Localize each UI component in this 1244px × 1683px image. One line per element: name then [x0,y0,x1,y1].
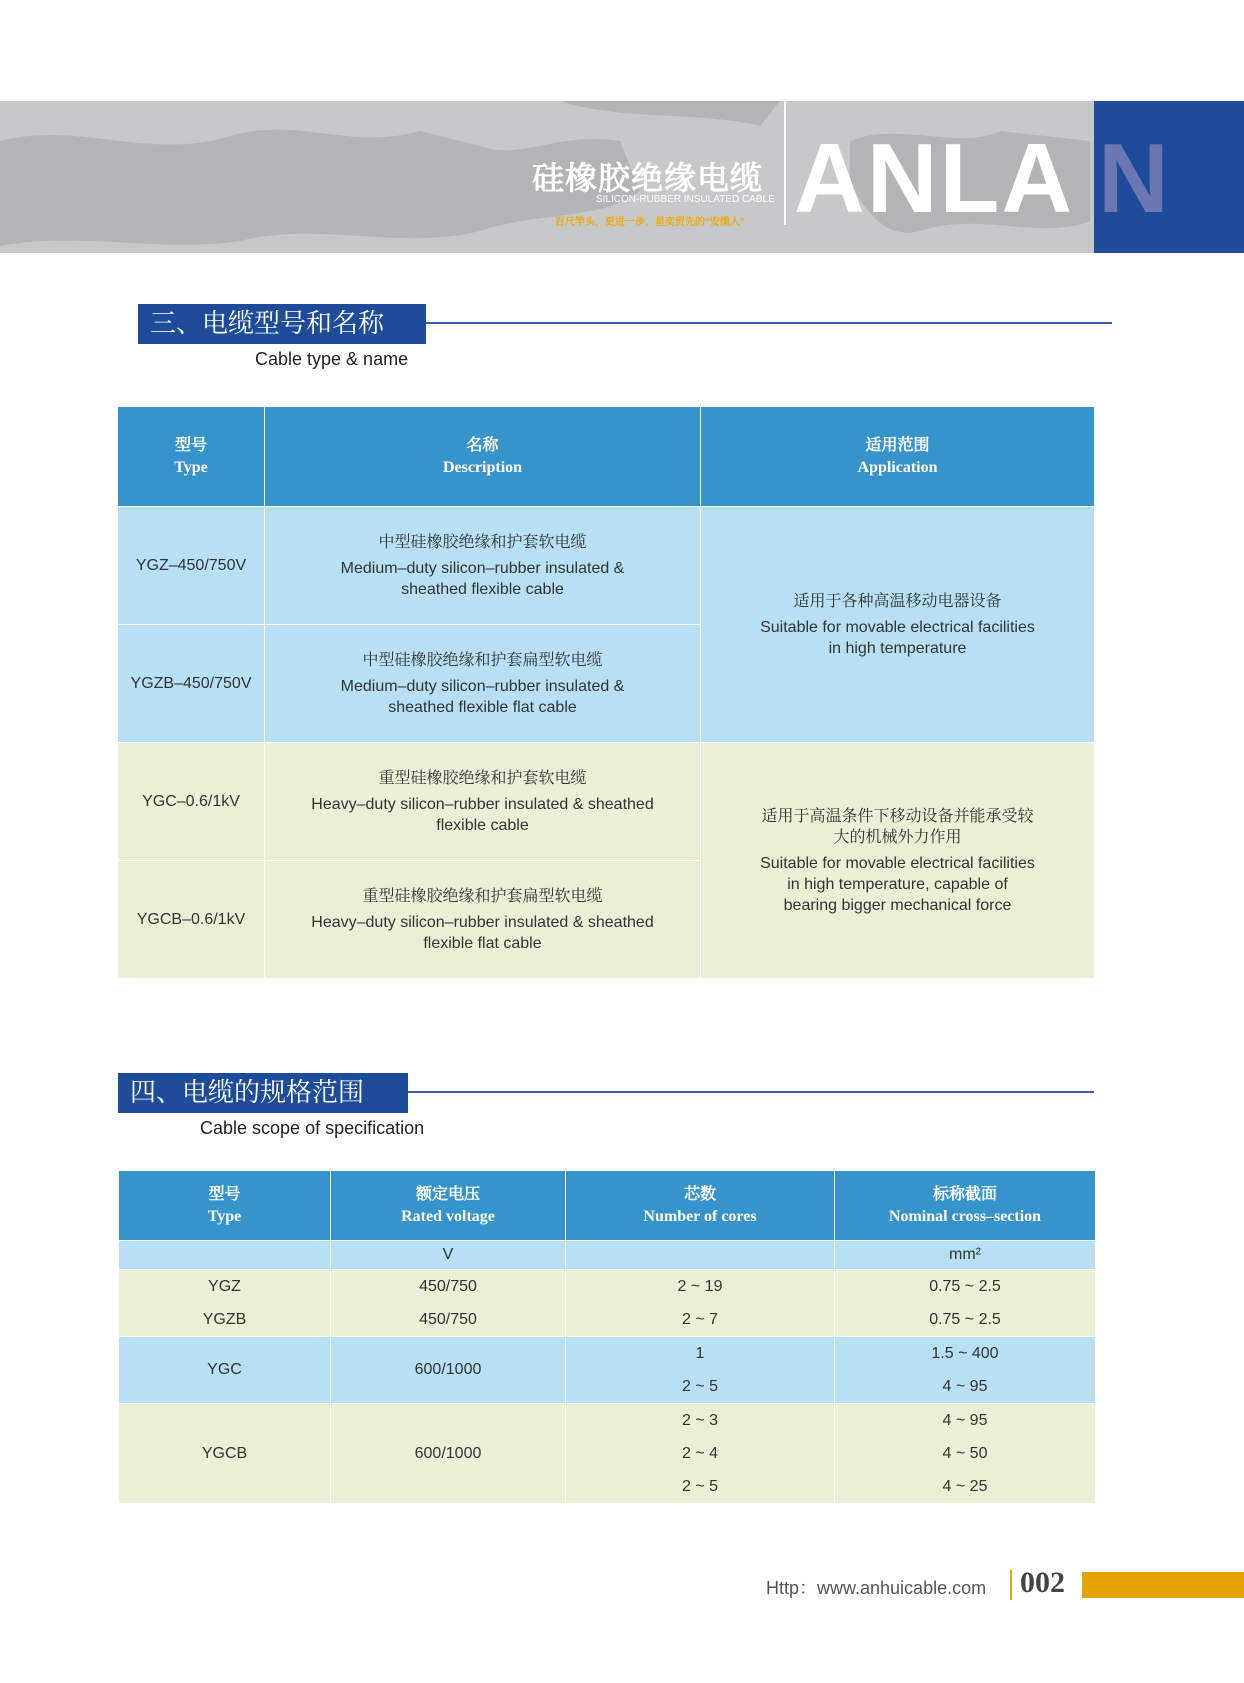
header-type: 型号 Type [119,1171,331,1241]
section4-rule [408,1091,1094,1093]
header-description: 名称 Description [265,407,701,507]
section3-subtitle: Cable type & name [255,349,409,369]
brand-logo-text: ANLA [794,123,1075,233]
cores-cell: 2 ~ 19 2 ~ 7 [566,1270,835,1337]
section4-title: 四、电缆的规格范围 [118,1073,408,1113]
type-cell: YGZB–450/750V [118,625,265,743]
section3-title: 三、电缆型号和名称 [138,304,426,344]
table-row [119,1337,1096,1404]
footer-accent-bar [1082,1572,1244,1598]
section-cell: 4 ~ 95 4 ~ 50 4 ~ 25 [835,1404,1096,1504]
header-title-en: SILICON-RUBBER INSULATED CABLE [596,194,775,205]
description-cell: 中型硅橡胶绝缘和护套软电缆 Medium–duty silicon–rubber insulated & sheathed flexible cable [265,507,701,625]
page-number: 002 [1020,1566,1065,1599]
description-cell: 重型硅橡胶绝缘和护套扁型软电缆 Heavy–duty silicon–rubber insulated & sheathed flexible flat cable [265,861,701,979]
type-cell: YGZ–450/750V [118,507,265,625]
unit-voltage: V [331,1241,566,1270]
application-cell: 适用于高温条件下移动设备并能承受较 大的机械外力作用 Suitable for movable electrical facilities in high temperature, capable of bearing bigger mechanical force [701,743,1095,979]
header-nominal-section: 标称截面 Nominal cross–section [835,1171,1096,1241]
header-application: 适用范围 Application [701,407,1095,507]
table-header-row [119,1171,1096,1241]
application-cell: 适用于各种高温移动电器设备 Suitable for movable electrical facilities in high temperature [701,507,1095,743]
voltage-cell: 450/750 450/750 [331,1270,566,1337]
header-divider [784,101,786,225]
unit-row [119,1241,1096,1270]
header-slogan: 百尺竿头，更进一步，星奕贸先的“安缆人” [555,217,745,228]
brand-logo-last-letter: N [1098,123,1169,233]
header-rated-voltage: 额定电压 Rated voltage [331,1171,566,1241]
table-row [119,1270,1096,1337]
type-cell: YGZ YGZB [119,1270,331,1337]
section-cell: 0.75 ~ 2.5 0.75 ~ 2.5 [835,1270,1096,1337]
cores-cell: 1 2 ~ 5 [566,1337,835,1404]
header-banner [0,101,1244,253]
type-cell: YGC [119,1337,331,1404]
table-header-row [118,407,1095,507]
section3-rule [426,322,1112,324]
type-cell: YGCB [119,1404,331,1504]
cores-cell: 2 ~ 3 2 ~ 4 2 ~ 5 [566,1404,835,1504]
section-cell: 1.5 ~ 400 4 ~ 95 [835,1337,1096,1404]
section4-subtitle: Cable scope of specification [200,1118,425,1138]
unit-section: mm² [835,1241,1096,1270]
footer-divider [1010,1570,1012,1600]
type-cell: YGCB–0.6/1kV [118,861,265,979]
description-cell: 中型硅橡胶绝缘和护套扁型软电缆 Medium–duty silicon–rubber insulated & sheathed flexible flat cable [265,625,701,743]
header-type: 型号 Type [118,407,265,507]
cable-spec-table [118,1170,1096,1504]
footer-url[interactable]: Http：www.anhuicable.com [766,1578,987,1598]
table-row [118,507,1095,625]
description-cell: 重型硅橡胶绝缘和护套软电缆 Heavy–duty silicon–rubber insulated & sheathed flexible cable [265,743,701,861]
table-row [118,743,1095,861]
type-cell: YGC–0.6/1kV [118,743,265,861]
cable-type-table [117,406,1095,979]
voltage-cell: 600/1000 [331,1404,566,1504]
header-title-cn: 硅橡胶绝缘电缆 [532,159,764,197]
table-row [119,1404,1096,1504]
voltage-cell: 600/1000 [331,1337,566,1404]
header-number-of-cores: 芯数 Number of cores [566,1171,835,1241]
